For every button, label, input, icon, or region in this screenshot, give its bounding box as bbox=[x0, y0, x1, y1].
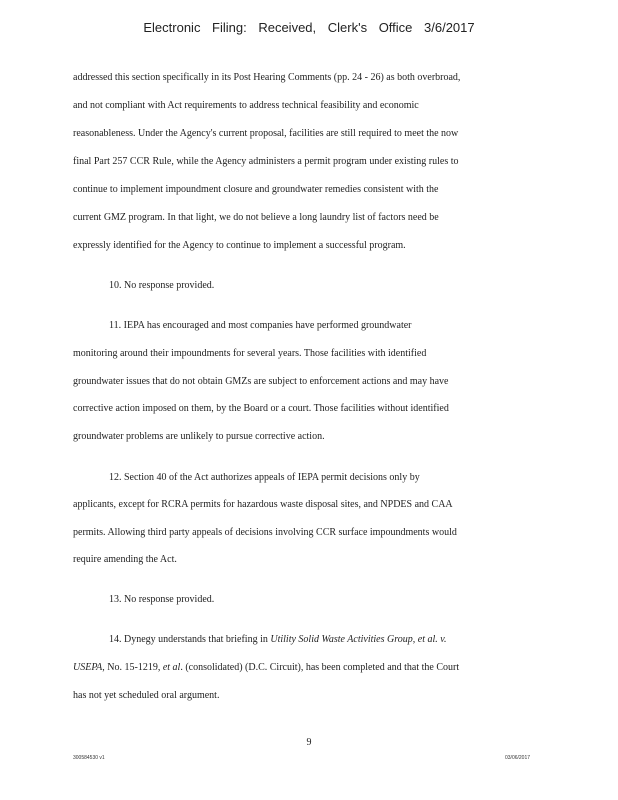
case-name-italic: USEPA, bbox=[73, 662, 105, 673]
case-name-italic: Utility Solid Waste Activities Group, et al. v. bbox=[270, 634, 447, 645]
body-line: applicants, except for RCRA permits for hazardous waste disposal sites, and NPDES and CAA bbox=[73, 499, 453, 510]
document-id: 300584530 v1 bbox=[73, 755, 105, 761]
body-line: reasonableness. Under the Agency's current proposal, facilities are still required to meet the now bbox=[73, 128, 459, 139]
body-line: 11. IEPA has encouraged and most companies have performed groundwater bbox=[109, 320, 412, 331]
body-text: No. 15-1219, bbox=[104, 662, 163, 673]
body-line: addressed this section specifically in its Post Hearing Comments (pp. 24 - 26) as both overbroad, bbox=[73, 72, 461, 83]
body-line: monitoring around their impoundments for several years. Those facilities with identified bbox=[73, 348, 427, 359]
body-line bbox=[109, 634, 446, 645]
body-line: require amending the Act. bbox=[73, 554, 177, 565]
response-item-13: 13. No response provided. bbox=[109, 594, 215, 605]
body-line: expressly identified for the Agency to continue to implement a successful program. bbox=[73, 240, 406, 251]
body-line bbox=[73, 662, 459, 673]
body-line: permits. Allowing third party appeals of decisions involving CCR surface impoundments would bbox=[73, 527, 457, 538]
et-al-italic: et al bbox=[162, 662, 181, 673]
filing-stamp-header: Electronic Filing: Received, Clerk's Office 3/6/2017 bbox=[143, 20, 475, 35]
body-line: groundwater issues that do not obtain GMZs are subject to enforcement actions and may have bbox=[73, 376, 449, 387]
body-line: and not compliant with Act requirements to address technical feasibility and economic bbox=[73, 100, 419, 111]
body-text: 14. Dynegy understands that briefing in bbox=[109, 634, 271, 645]
body-line: final Part 257 CCR Rule, while the Agency administers a permit program under existing rules to bbox=[73, 156, 459, 167]
page-number: 9 bbox=[306, 737, 312, 748]
response-item-10: 10. No response provided. bbox=[109, 280, 215, 291]
body-line: has not yet scheduled oral argument. bbox=[73, 690, 220, 701]
body-line: 12. Section 40 of the Act authorizes appeals of IEPA permit decisions only by bbox=[109, 472, 420, 483]
body-line: current GMZ program. In that light, we do not believe a long laundry list of factors need be bbox=[73, 212, 439, 223]
footer-date: 03/06/2017 bbox=[505, 755, 531, 761]
body-line: corrective action imposed on them, by the Board or a court. Those facilities without identified bbox=[73, 403, 449, 414]
body-text: . (consolidated) (D.C. Circuit), has been completed and that the Court bbox=[180, 662, 460, 673]
body-line: groundwater problems are unlikely to pursue corrective action. bbox=[73, 431, 325, 442]
body-line: continue to implement impoundment closure and groundwater remedies consistent with the bbox=[73, 184, 439, 195]
